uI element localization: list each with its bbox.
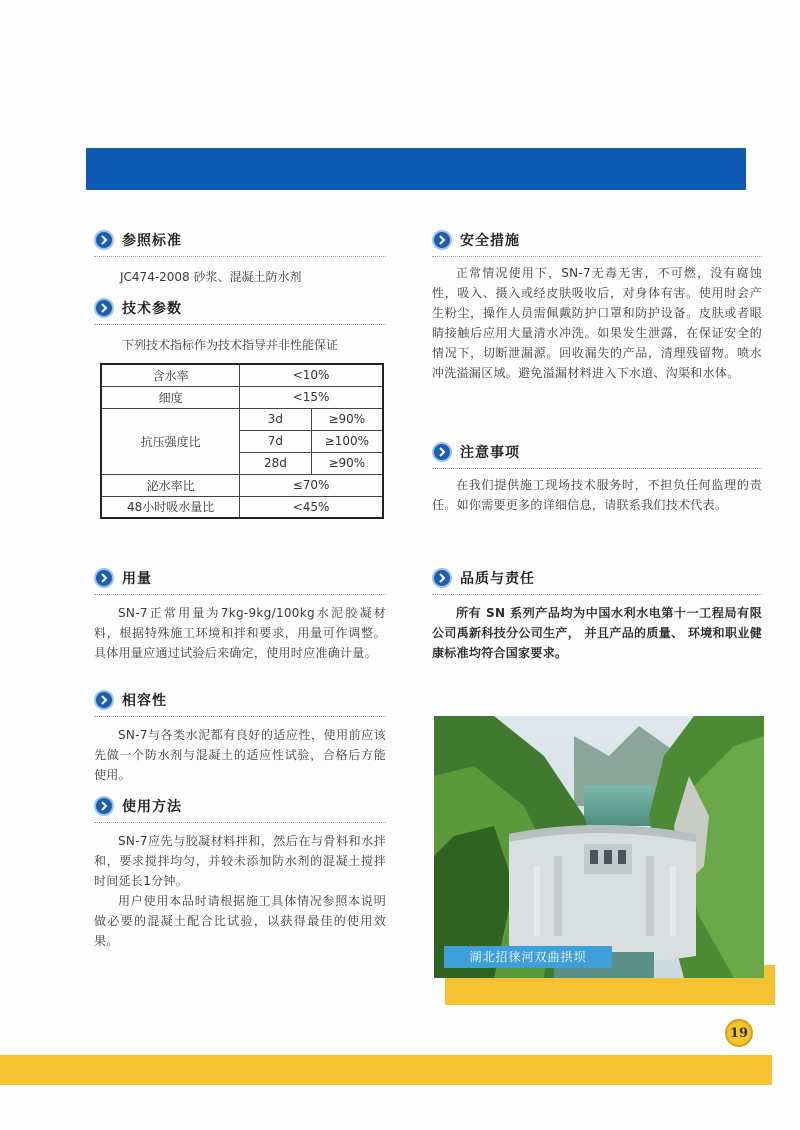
table-cell: 含水率 (101, 364, 240, 386)
dosage-text: SN-7正常用量为7kg-9kg/100kg水泥胶凝材料，根据特殊施工环境和拌和要求，用量可作调整。具体用量应通过试验后来确定，使用时应准确计量。 (94, 606, 386, 660)
table-cell: 28d (240, 452, 312, 474)
table-cell: <15% (240, 386, 383, 408)
table-row (101, 386, 383, 408)
section-safety (432, 228, 762, 383)
table-cell: 抗压强度比 (101, 408, 240, 474)
footer-band (0, 1055, 772, 1085)
section-quality (432, 566, 762, 663)
section-usage (94, 794, 386, 951)
compat-text: SN-7与各类水泥都有良好的适应性，使用前应该先做一个防水剂与混凝土的适应性试验，合格后方能使用。 (94, 728, 386, 782)
chevron-right-icon (94, 690, 114, 710)
table-cell: <45% (240, 496, 383, 518)
section-dosage (94, 566, 386, 663)
chevron-right-icon (94, 230, 114, 250)
chevron-right-icon (94, 298, 114, 318)
usage-text-1: SN-7应先与胶凝材料拌和，然后在与骨料和水拌和，要求搅拌均匀，并较未添加防水剂的混凝土搅拌时间延长1分钟。 (94, 834, 386, 888)
standard-text: JC474-2008 砂浆、混凝土防水剂 (120, 270, 302, 284)
divider (432, 468, 762, 469)
chevron-right-icon (94, 796, 114, 816)
section-standard (94, 228, 386, 287)
header-band (86, 148, 746, 190)
divider (94, 594, 386, 595)
table-cell: 细度 (101, 386, 240, 408)
quality-text: 所有 SN 系列产品均为中国水利水电第十一工程局有限公司禹新科技分公司生产， 并且产品的质量、 环境和职业健康标准均符合国家要求。 (432, 606, 762, 660)
section-title: 安全措施 (460, 233, 520, 249)
table-row (101, 364, 383, 386)
dam-illustration (434, 716, 764, 978)
section-title: 品质与责任 (460, 571, 535, 587)
section-title: 技术参数 (122, 301, 182, 317)
table-row (101, 408, 383, 430)
safety-text: 正常情况使用下，SN-7无毒无害，不可燃，没有腐蚀性，吸入、摄入或经皮肤吸收后，对身体有害。使用时会产生粉尘，操作人员需佩戴防护口罩和防护设备。皮肤或者眼睛接触后应用大量清水冲洗。如果发生泄露，在保证安全的情况下，切断泄漏源。回收漏失的产品，清理残留物。喷水冲洗溢漏区域。避免溢漏材料进入下水道、沟渠和水体。 (432, 266, 762, 380)
table-row (101, 496, 383, 518)
spec-table (100, 363, 384, 519)
chevron-right-icon (94, 568, 114, 588)
table-cell: ≤70% (240, 474, 383, 496)
table-cell: 48小时吸水量比 (101, 496, 240, 518)
chevron-right-icon (432, 568, 452, 588)
section-title: 参照标准 (122, 233, 182, 249)
chevron-right-icon (432, 442, 452, 462)
divider (94, 256, 386, 257)
section-title: 用量 (122, 571, 152, 587)
table-cell: <10% (240, 364, 383, 386)
divider (432, 594, 762, 595)
section-notes (432, 440, 762, 515)
dam-photo (434, 716, 764, 978)
photo-caption: 湖北招徕河双曲拱坝 (444, 946, 612, 968)
notes-text: 在我们提供施工现场技术服务时，不担负任何监理的责任。如你需要更多的详细信息，请联系我们技术代表。 (432, 478, 762, 512)
table-row (101, 474, 383, 496)
divider (432, 256, 762, 257)
table-cell: ≥100% (311, 430, 383, 452)
table-cell: 3d (240, 408, 312, 430)
divider (94, 822, 386, 823)
table-cell: ≥90% (311, 408, 383, 430)
table-cell: ≥90% (311, 452, 383, 474)
table-cell: 7d (240, 430, 312, 452)
page-number: 19 (725, 1019, 753, 1047)
divider (94, 716, 386, 717)
usage-text-2: 用户使用本品时请根据施工具体情况参照本说明做必要的混凝土配合比试验，以获得最佳的使用效果。 (94, 894, 386, 948)
chevron-right-icon (432, 230, 452, 250)
section-title: 注意事项 (460, 445, 520, 461)
table-cell: 泌水率比 (101, 474, 240, 496)
section-compat (94, 688, 386, 785)
params-intro: 下列技术指标作为技术指导并非性能保证 (122, 338, 339, 352)
divider (94, 324, 386, 325)
section-params (94, 296, 386, 355)
section-title: 使用方法 (122, 799, 182, 815)
section-title: 相容性 (122, 693, 167, 709)
